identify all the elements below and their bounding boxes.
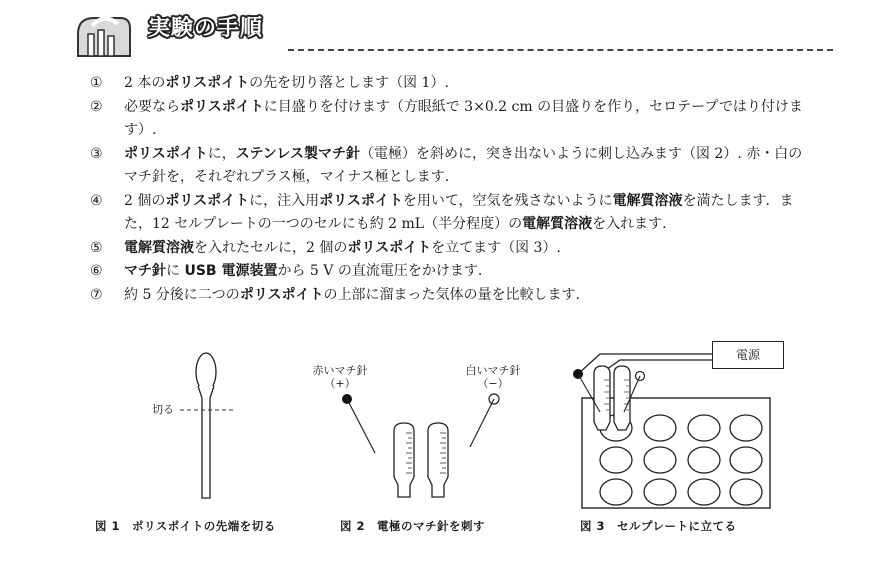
page-title: 実験の手順 <box>148 16 264 41</box>
step-keyword: ステンレス製マチ針 <box>235 145 360 162</box>
procedure-step <box>90 284 810 308</box>
step-number: ① <box>90 75 103 91</box>
step-text: から 5 V の直流電圧をかけます. <box>277 263 483 279</box>
step-text: を入れたセルに，2 個の <box>194 239 348 256</box>
step-number: ⑦ <box>90 286 103 303</box>
procedure-step <box>90 143 810 190</box>
step-keyword: USB 電源装置 <box>184 263 278 279</box>
step-text: の上部に溜まった気体の量を比較します. <box>323 286 580 303</box>
step-text: に <box>166 263 185 279</box>
step-keyword: ポリスポイト <box>180 98 264 115</box>
step-text: 2 本の <box>124 75 166 91</box>
step-text: を立てます（図 3）. <box>431 239 561 256</box>
dropper-illustration <box>190 352 230 502</box>
procedure-steps <box>90 72 810 307</box>
step-keyword: 電解質溶液 <box>612 192 683 209</box>
figure-3-caption: 図 3 セルプレートに立てる <box>580 519 737 533</box>
procedure-step <box>90 72 810 96</box>
step-text: （電極）を斜めに，突き出ないように刺し込みます（図 2）. 赤・白のマチ針を，それぞれプラス極，マイナス極とします. <box>124 145 803 185</box>
step-text: の先を切り落とします（図 1）. <box>249 75 449 91</box>
section-header <box>58 8 833 58</box>
power-supply-box: 電源 <box>712 341 784 369</box>
left-dropper <box>394 423 414 497</box>
procedure-step <box>90 260 810 284</box>
cut-line <box>180 405 235 415</box>
white-pin-label-text: 白いマチ針 <box>465 364 521 377</box>
header-divider <box>288 49 833 51</box>
right-dropper <box>428 423 448 497</box>
lab-flask-icon <box>74 12 136 60</box>
step-keyword: ポリスポイト <box>239 286 324 303</box>
step-number: ④ <box>90 192 103 209</box>
figure-1-caption: 図 1 ポリスポイトの先端を切る <box>95 519 276 533</box>
step-text: に目盛りを付けます（方眼紙で 3×0.2 cm の目盛りを作り，セロテープではり付けます）. <box>124 98 803 138</box>
figure-2-caption: 図 2 電極のマチ針を刺す <box>340 519 486 533</box>
step-text: に，注入用 <box>249 192 320 209</box>
step-keyword: 電解質溶液 <box>124 239 194 256</box>
step-keyword: 電解質溶液 <box>522 216 593 232</box>
step-number: ③ <box>90 145 103 162</box>
step-text: 必要なら <box>124 98 180 115</box>
step-keyword: ポリスポイト <box>319 192 403 209</box>
step-keyword: ポリスポイト <box>347 239 432 256</box>
cell-plate-illustration <box>560 340 780 515</box>
electrode-droppers-illustration <box>330 385 520 505</box>
procedure-step <box>90 237 810 261</box>
red-pin-label-text: 赤いマチ針 <box>312 364 368 377</box>
procedure-step <box>90 190 810 237</box>
red-pin-sign: （+） <box>324 377 356 390</box>
step-number: ⑤ <box>90 239 103 256</box>
step-keyword: マチ針 <box>124 263 166 279</box>
step-number: ⑥ <box>90 263 103 279</box>
step-text: を入れます. <box>592 216 667 232</box>
step-text: 2 個の <box>124 192 166 209</box>
step-text: 約 5 分後に二つの <box>124 286 240 303</box>
white-pin-sign: （−） <box>477 377 509 390</box>
step-number: ② <box>90 98 103 115</box>
step-keyword: ポリスポイト <box>124 145 208 162</box>
step-text: に， <box>207 145 236 162</box>
cut-label: 切る <box>152 403 174 416</box>
step-text: を用いて，空気を残さないように <box>402 192 613 209</box>
step-keyword: ポリスポイト <box>165 75 250 91</box>
procedure-step <box>90 96 810 143</box>
step-text: を満たします．また，12 セルプレートの一つのセルにも約 2 mL（半分程度）の <box>124 192 794 232</box>
step-keyword: ポリスポイト <box>165 192 250 209</box>
